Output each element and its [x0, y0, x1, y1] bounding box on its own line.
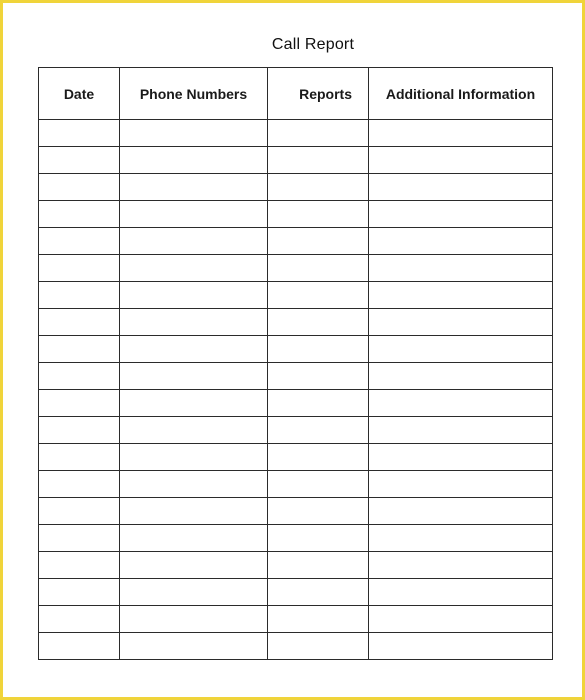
cell-reports[interactable] [268, 525, 369, 552]
table-row [39, 471, 553, 498]
cell-date[interactable] [39, 147, 120, 174]
cell-additional-information[interactable] [369, 147, 553, 174]
cell-reports[interactable] [268, 552, 369, 579]
column-header-phone-numbers: Phone Numbers [120, 68, 268, 120]
cell-phone-numbers[interactable] [120, 309, 268, 336]
cell-additional-information[interactable] [369, 201, 553, 228]
table-row [39, 390, 553, 417]
cell-phone-numbers[interactable] [120, 363, 268, 390]
table-row [39, 174, 553, 201]
cell-phone-numbers[interactable] [120, 282, 268, 309]
column-header-date: Date [39, 68, 120, 120]
cell-phone-numbers[interactable] [120, 471, 268, 498]
cell-phone-numbers[interactable] [120, 498, 268, 525]
cell-date[interactable] [39, 525, 120, 552]
cell-reports[interactable] [268, 444, 369, 471]
cell-additional-information[interactable] [369, 282, 553, 309]
cell-date[interactable] [39, 498, 120, 525]
cell-additional-information[interactable] [369, 498, 553, 525]
cell-phone-numbers[interactable] [120, 147, 268, 174]
cell-additional-information[interactable] [369, 471, 553, 498]
table-row [39, 579, 553, 606]
cell-date[interactable] [39, 363, 120, 390]
table-body [39, 120, 553, 660]
column-header-additional-information: Additional Information [369, 68, 553, 120]
cell-phone-numbers[interactable] [120, 417, 268, 444]
table-row [39, 498, 553, 525]
cell-date[interactable] [39, 336, 120, 363]
table-row [39, 552, 553, 579]
cell-phone-numbers[interactable] [120, 525, 268, 552]
cell-reports[interactable] [268, 255, 369, 282]
table-row [39, 525, 553, 552]
cell-phone-numbers[interactable] [120, 336, 268, 363]
cell-date[interactable] [39, 579, 120, 606]
cell-phone-numbers[interactable] [120, 255, 268, 282]
cell-phone-numbers[interactable] [120, 606, 268, 633]
cell-reports[interactable] [268, 579, 369, 606]
cell-date[interactable] [39, 201, 120, 228]
cell-additional-information[interactable] [369, 417, 553, 444]
table-row [39, 444, 553, 471]
table-row [39, 228, 553, 255]
column-header-reports: Reports [268, 68, 369, 120]
cell-date[interactable] [39, 228, 120, 255]
cell-additional-information[interactable] [369, 174, 553, 201]
cell-additional-information[interactable] [369, 228, 553, 255]
cell-reports[interactable] [268, 174, 369, 201]
cell-additional-information[interactable] [369, 633, 553, 660]
table-row [39, 633, 553, 660]
table-row [39, 606, 553, 633]
cell-date[interactable] [39, 120, 120, 147]
cell-phone-numbers[interactable] [120, 390, 268, 417]
cell-reports[interactable] [268, 498, 369, 525]
cell-phone-numbers[interactable] [120, 174, 268, 201]
cell-additional-information[interactable] [369, 255, 553, 282]
table-row [39, 336, 553, 363]
cell-phone-numbers[interactable] [120, 552, 268, 579]
call-report-table [38, 67, 553, 660]
cell-reports[interactable] [268, 282, 369, 309]
table-row [39, 417, 553, 444]
cell-phone-numbers[interactable] [120, 201, 268, 228]
cell-reports[interactable] [268, 309, 369, 336]
table-row [39, 363, 553, 390]
cell-reports[interactable] [268, 363, 369, 390]
cell-phone-numbers[interactable] [120, 444, 268, 471]
cell-reports[interactable] [268, 336, 369, 363]
cell-date[interactable] [39, 444, 120, 471]
table-row [39, 309, 553, 336]
cell-date[interactable] [39, 309, 120, 336]
cell-date[interactable] [39, 174, 120, 201]
document-title: Call Report [271, 36, 355, 53]
cell-additional-information[interactable] [369, 309, 553, 336]
cell-additional-information[interactable] [369, 120, 553, 147]
cell-date[interactable] [39, 390, 120, 417]
cell-additional-information[interactable] [369, 579, 553, 606]
cell-additional-information[interactable] [369, 336, 553, 363]
cell-date[interactable] [39, 633, 120, 660]
cell-reports[interactable] [268, 471, 369, 498]
cell-additional-information[interactable] [369, 525, 553, 552]
cell-phone-numbers[interactable] [120, 633, 268, 660]
cell-additional-information[interactable] [369, 444, 553, 471]
cell-phone-numbers[interactable] [120, 228, 268, 255]
table-row [39, 201, 553, 228]
cell-reports[interactable] [268, 201, 369, 228]
cell-date[interactable] [39, 552, 120, 579]
cell-date[interactable] [39, 471, 120, 498]
cell-reports[interactable] [268, 417, 369, 444]
cell-reports[interactable] [268, 147, 369, 174]
cell-date[interactable] [39, 606, 120, 633]
cell-date[interactable] [39, 255, 120, 282]
table-row [39, 282, 553, 309]
table-row [39, 147, 553, 174]
cell-additional-information[interactable] [369, 363, 553, 390]
cell-reports[interactable] [268, 390, 369, 417]
cell-reports[interactable] [268, 606, 369, 633]
table-row [39, 255, 553, 282]
cell-reports[interactable] [268, 228, 369, 255]
table-row [39, 120, 553, 147]
cell-phone-numbers[interactable] [120, 579, 268, 606]
cell-date[interactable] [39, 282, 120, 309]
cell-additional-information[interactable] [369, 606, 553, 633]
cell-phone-numbers[interactable] [120, 120, 268, 147]
cell-additional-information[interactable] [369, 552, 553, 579]
cell-reports[interactable] [268, 633, 369, 660]
cell-reports[interactable] [268, 120, 369, 147]
header-row [39, 68, 553, 120]
cell-additional-information[interactable] [369, 390, 553, 417]
cell-date[interactable] [39, 417, 120, 444]
